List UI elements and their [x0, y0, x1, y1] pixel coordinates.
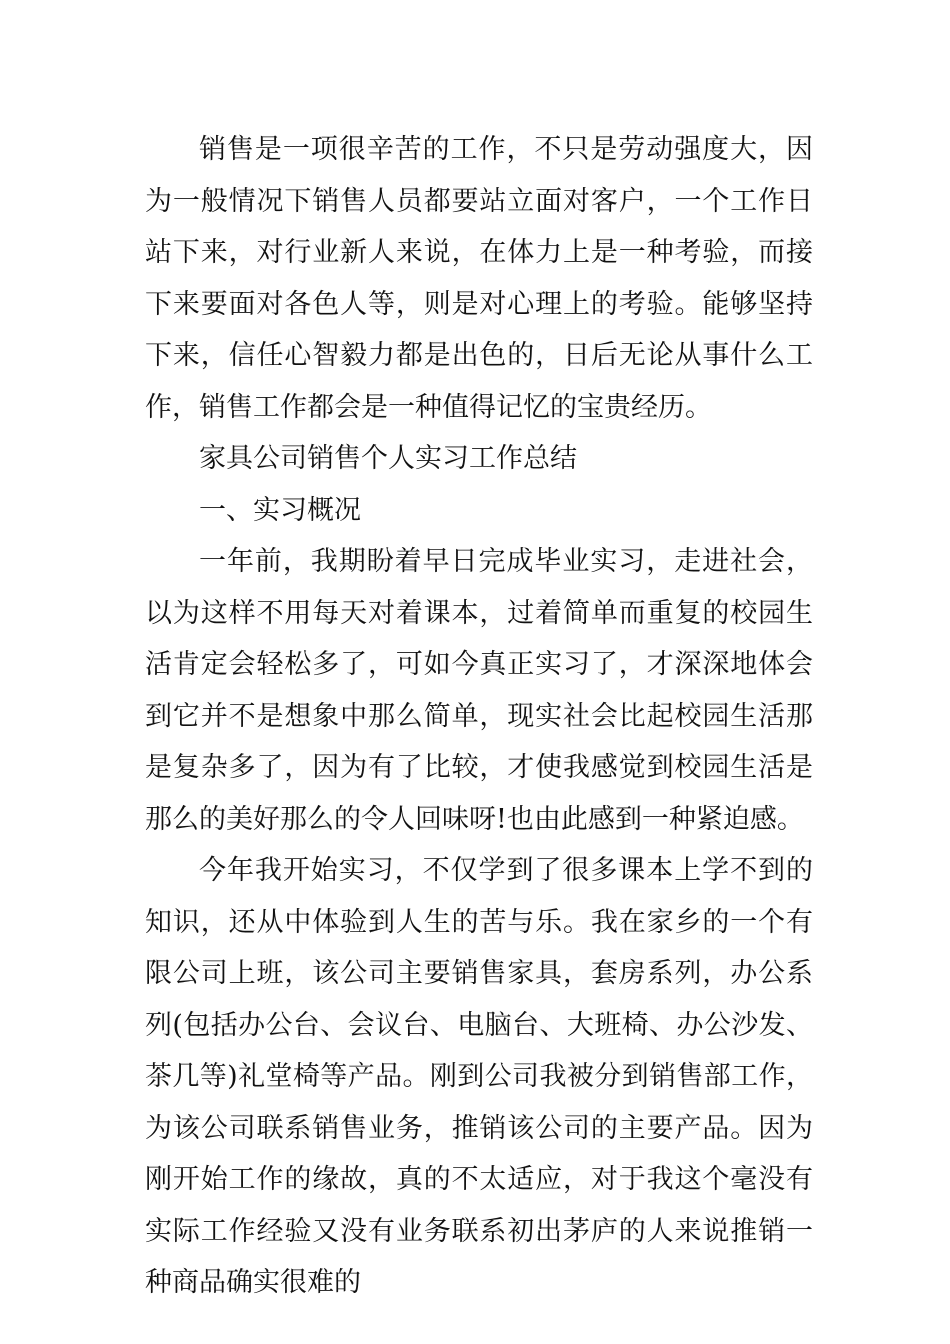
- paragraph-internship-reflection: 一年前，我期盼着早日完成毕业实习，走进社会，以为这样不用每天对着课本，过着简单而重复的校园生活肯定会轻松多了，可如今真正实习了，才深深地体会到它并不是想象中那么简单，现实社会比起校园生活那是复杂多了，因为有了比较，才使我感觉到校园生活是那么的美好那么的令人回味呀!也由此感到一种紧迫感。: [145, 546, 813, 835]
- paragraph-sales-hardship: 销售是一项很辛苦的工作，不只是劳动强度大，因为一般情况下销售人员都要站立面对客户，一个工作日站下来，对行业新人来说，在体力上是一种考验，而接下来要面对各色人等，则是对心理上的考验。能够坚持下来，信任心智毅力都是出色的，日后无论从事什么工作，销售工作都会是一种值得记忆的宝贵经历。: [145, 134, 813, 423]
- section-heading-overview: 一、实习概况: [199, 494, 361, 526]
- document-body: [145, 124, 813, 1309]
- paragraph-internship-experience: 今年我开始实习，不仅学到了很多课本上学不到的知识，还从中体验到人生的苦与乐。我在家乡的一个有限公司上班，该公司主要销售家具，套房系列，办公系列(包括办公台、会议台、电脑台、大班椅、办公沙发、茶几等)礼堂椅等产品。刚到公司我被分到销售部工作，为该公司联系销售业务，推销该公司的主要产品。因为刚开始工作的缘故，真的不太适应，对于我这个毫没有实际工作经验又没有业务联系初出茅庐的人来说推销一种商品确实很难的: [145, 855, 813, 1298]
- section-title: 家具公司销售个人实习工作总结: [199, 443, 577, 474]
